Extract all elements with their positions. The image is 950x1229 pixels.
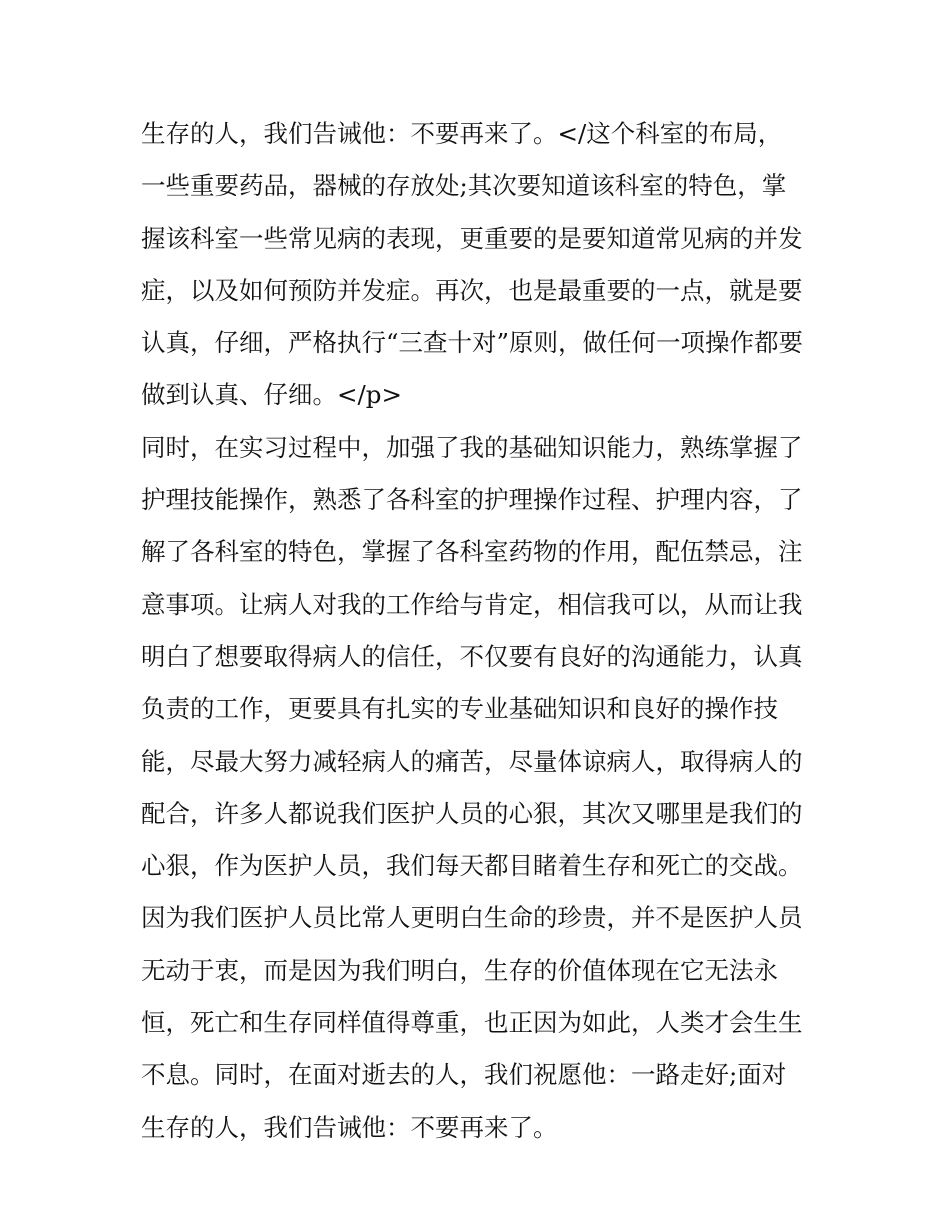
text-line: 意事项。让病人对我的工作给与肯定，相信我可以，从而让我 <box>141 589 803 619</box>
text-line: 无动于衷，而是因为我们明白，生存的价值体现在它无法永 <box>141 955 778 985</box>
text-line: 护理技能操作，熟悉了各科室的护理操作过程、护理内容，了 <box>141 485 803 515</box>
text-line: 负责的工作，更要具有扎实的专业基础知识和良好的操作技 <box>141 694 778 724</box>
text-line: 认真，仔细，严格执行“三查十对”原则，做任何一项操作都要 <box>141 328 804 358</box>
text-line: 解了各科室的特色，掌握了各科室药物的作用，配伍禁忌，注 <box>141 537 803 567</box>
text-line: 能，尽最大努力减轻病人的痛苦，尽量体谅病人，取得病人的 <box>141 746 803 776</box>
text-line: 症，以及如何预防并发症。再次，也是最重要的一点，就是要 <box>141 275 803 305</box>
text-line: 同时，在实习过程中，加强了我的基础知识能力，熟练掌握了 <box>141 432 803 462</box>
text-line: 不息。同时，在面对逝去的人，我们祝愿他：一路走好;面对 <box>141 1060 787 1090</box>
text-line: 心狠，作为医护人员，我们每天都目睹着生存和死亡的交战。 <box>141 851 803 881</box>
body-text <box>141 108 841 1154</box>
text-line: 握该科室一些常见病的表现，更重要的是要知道常见病的并发 <box>141 223 803 253</box>
text-line: 恒，死亡和生存同样值得尊重，也正因为如此，人类才会生生 <box>141 1008 803 1038</box>
text-line: 明白了想要取得病人的信任，不仅要有良好的沟通能力，认真 <box>141 641 803 671</box>
text-line: 做到认真、仔细。</p> <box>141 380 402 410</box>
text-line: 生存的人，我们告诫他：不要再来了。</这个科室的布局， <box>141 119 783 148</box>
text-line: 生存的人，我们告诫他：不要再来了。 <box>141 1112 558 1142</box>
text-line: 因为我们医护人员比常人更明白生命的珍贵，并不是医护人员 <box>141 903 803 933</box>
text-line: 配合，许多人都说我们医护人员的心狠，其次又哪里是我们的 <box>141 798 803 828</box>
text-line: 一些重要药品，器械的存放处;其次要知道该科室的特色，掌 <box>141 171 787 201</box>
